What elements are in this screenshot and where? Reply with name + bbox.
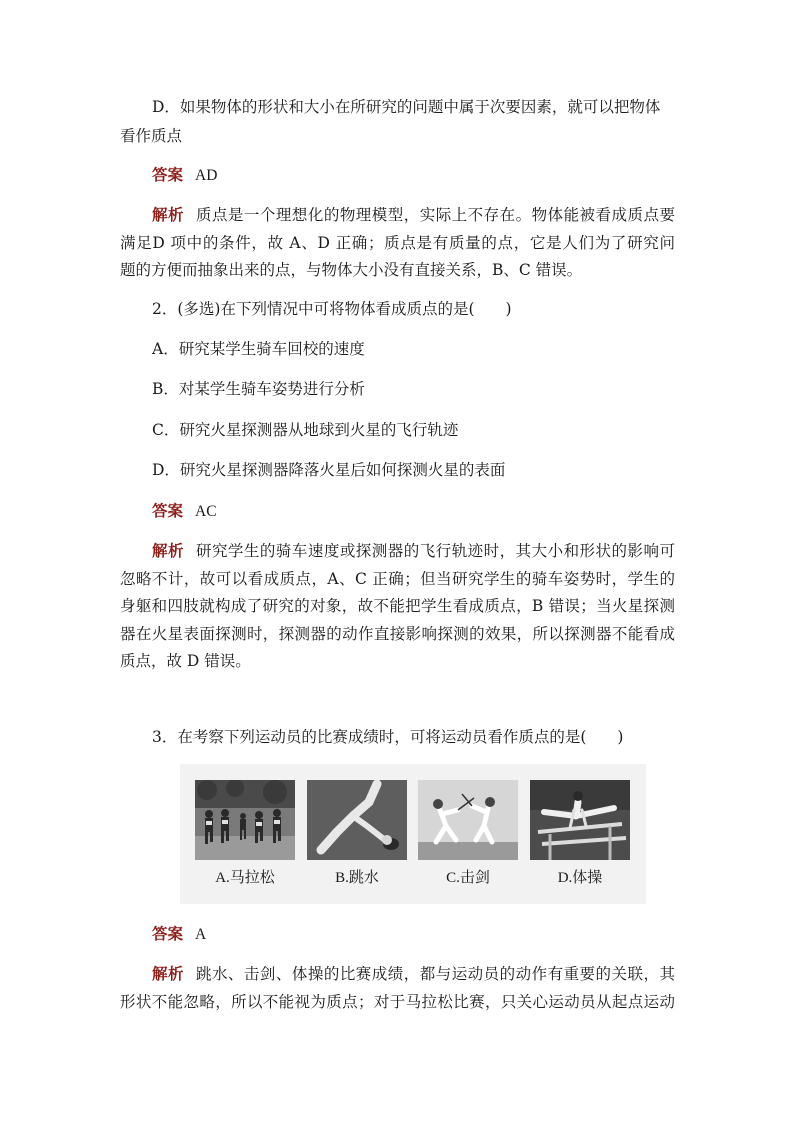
answer-label: 答案 xyxy=(152,925,184,943)
q2-option-b: B．对某学生骑车姿势进行分析 xyxy=(152,380,365,398)
q1-option-d-line1: D．如果物体的形状和大小在所研究的问题中属于次要因素，就可以把物体 xyxy=(152,98,661,116)
analysis-label: 解析 xyxy=(152,206,184,224)
caption-gymnastics: D.体操 xyxy=(557,870,603,886)
caption-fencing: C.击剑 xyxy=(446,870,490,886)
q2-option-a: A．研究某学生骑车回校的速度 xyxy=(152,340,365,358)
diving-photo xyxy=(307,780,407,860)
q1-analysis-line1 xyxy=(152,202,675,228)
answer-value: AD xyxy=(195,167,218,184)
answer-label: 答案 xyxy=(152,166,184,184)
analysis-label: 解析 xyxy=(152,965,184,983)
q3-analysis-line1 xyxy=(152,961,675,987)
q3-analysis-line2: 形状不能忽略，所以不能视为质点；对于马拉松比赛，只关心运动员从起点运动 xyxy=(120,993,675,1011)
caption-marathon: A.马拉松 xyxy=(215,870,275,886)
caption-diving: B.跳水 xyxy=(335,870,379,886)
marathon-photo xyxy=(195,780,295,860)
gymnastics-photo xyxy=(530,780,630,860)
q2-analysis-line2: 忽略不计，故可以看成质点，A、C 正确；但当研究学生的骑车姿势时，学生的 xyxy=(120,570,675,588)
q3-stem: 3．在考察下列运动员的比赛成绩时，可将运动员看作质点的是( ) xyxy=(152,728,624,746)
q2-answer xyxy=(152,498,675,525)
q1-answer xyxy=(152,162,675,189)
q1-analysis-line3: 题的方便而抽象出来的点，与物体大小没有直接关系，B、C 错误。 xyxy=(120,261,583,279)
q3-answer xyxy=(152,921,675,948)
analysis-text: 研究学生的骑车速度或探测器的飞行轨迹时，其大小和形状的影响可 xyxy=(195,542,675,560)
sports-figure xyxy=(180,764,646,904)
answer-label: 答案 xyxy=(152,502,184,520)
q2-analysis-line3: 身躯和四肢就构成了研究的对象，故不能把学生看成质点，B 错误；当火星探测 xyxy=(120,597,675,615)
fencing-photo xyxy=(418,780,518,860)
q1-option-d-line2: 看作质点 xyxy=(120,127,183,145)
answer-value: AC xyxy=(195,503,217,520)
analysis-text: 跳水、击剑、体操的比赛成绩，都与运动员的动作有重要的关联，其 xyxy=(195,965,675,983)
analysis-text: 质点是一个理想化的物理模型，实际上不存在。物体能被看成质点要 xyxy=(195,206,675,224)
q2-option-d: D．研究火星探测器降落火星后如何探测火星的表面 xyxy=(152,461,506,479)
q2-option-c: C．研究火星探测器从地球到火星的飞行轨迹 xyxy=(152,421,459,439)
q1-analysis-line2: 满足D 项中的条件，故 A、D 正确；质点是有质量的点，它是人们为了研究问 xyxy=(120,234,675,252)
q2-analysis-line5: 质点，故 D 错误。 xyxy=(120,652,251,670)
q2-analysis-line4: 器在火星表面探测时，探测器的动作直接影响探测的效果，所以探测器不能看成 xyxy=(120,625,675,643)
answer-value: A xyxy=(195,926,207,943)
analysis-label: 解析 xyxy=(152,542,184,560)
q2-stem: 2．(多选)在下列情况中可将物体看成质点的是( ) xyxy=(152,300,512,318)
q2-analysis-line1 xyxy=(152,538,675,564)
